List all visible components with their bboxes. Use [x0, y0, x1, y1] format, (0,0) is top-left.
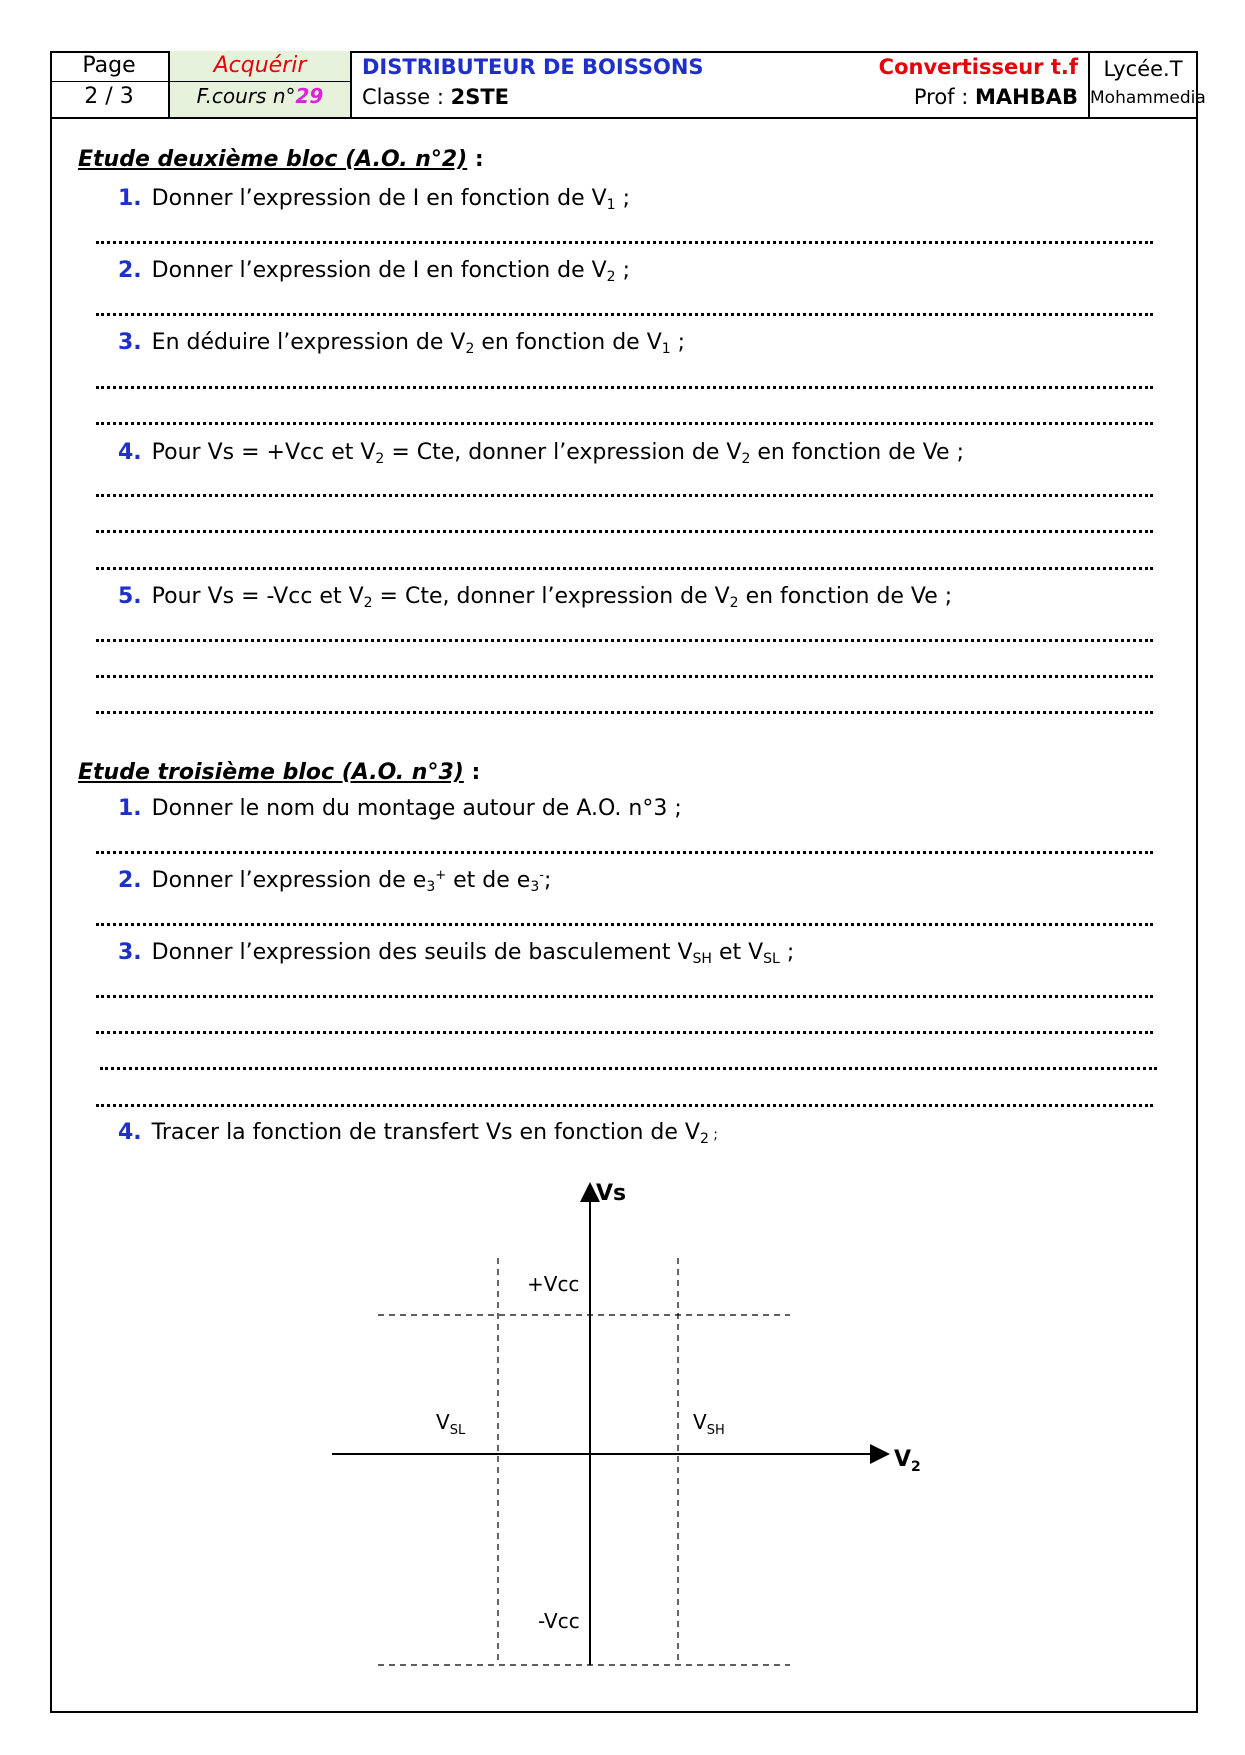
- s3-question-3: 3. Donner l’expression des seuils de basculement $V_{SH}$ et $V_{SL}$ ;: [118, 940, 795, 967]
- s2-question-3: 3. En déduire l’expression de $V_2$ en fonction de $V_1$ ;: [118, 330, 686, 357]
- vcc-plus-label: +Vcc: [527, 1272, 580, 1296]
- answer-line[interactable]: [96, 711, 1153, 714]
- answer-line[interactable]: [96, 923, 1153, 926]
- school-cell: [1090, 51, 1206, 117]
- answer-line[interactable]: [96, 494, 1153, 497]
- answer-line[interactable]: [100, 1067, 1157, 1070]
- fcours-label: F.cours n°29: [196, 84, 324, 108]
- answer-line[interactable]: [96, 241, 1153, 244]
- doc-title: DISTRIBUTEUR DE BOISSONS: [362, 55, 704, 79]
- transfer-function-graph[interactable]: [320, 1180, 980, 1670]
- answer-line[interactable]: [96, 639, 1153, 642]
- answer-line[interactable]: [96, 386, 1153, 389]
- title-cell: [352, 51, 1090, 117]
- answer-line[interactable]: [96, 1104, 1153, 1107]
- section2-title: Etude deuxième bloc (A.O. n°2) :: [78, 147, 484, 172]
- answer-line[interactable]: [96, 422, 1153, 425]
- s2-question-5: 5. Pour Vs = -Vcc et $V_2$ = Cte, donner l’expression de $V_2$ en fonction de Ve ;: [118, 584, 953, 611]
- page-value: 2 / 3: [84, 84, 134, 109]
- section3-title: Etude troisième bloc (A.O. n°3) :: [78, 760, 481, 785]
- vsl-label: $V_{SL}$: [436, 1410, 466, 1438]
- topic-label: Convertisseur t.f: [878, 55, 1078, 79]
- answer-line[interactable]: [96, 313, 1153, 316]
- answer-line[interactable]: [96, 851, 1153, 854]
- s3-question-2: 2. Donner l’expression de $e_3^+$ et de $e_3^-$;: [118, 868, 552, 895]
- s3-question-1: 1. Donner le nom du montage autour de A.O. n°3 ;: [118, 796, 682, 821]
- page-label: Page: [82, 53, 136, 78]
- vcc-minus-label: -Vcc: [538, 1609, 580, 1633]
- answer-line[interactable]: [96, 1031, 1153, 1034]
- answer-line[interactable]: [96, 995, 1153, 998]
- s2-question-2: 2. Donner l’expression de I en fonction de $V_2$ ;: [118, 258, 630, 285]
- answer-line[interactable]: [96, 530, 1153, 533]
- course-cell: [170, 51, 352, 117]
- x-axis-label: $V_2$: [894, 1447, 921, 1475]
- y-axis-label: Vs: [596, 1181, 627, 1206]
- acquerir-label: Acquérir: [213, 53, 307, 78]
- s3-question-4: 4. Tracer la fonction de transfert Vs en fonction de $V_2$ ;: [118, 1120, 719, 1147]
- s2-question-1: 1. Donner l’expression de I en fonction de $V_1$ ;: [118, 186, 630, 213]
- fcours-number: 29: [295, 84, 324, 108]
- s2-question-4: 4. Pour Vs = +Vcc et $V_2$ = Cte, donner l’expression de $V_2$ en fonction de Ve ;: [118, 440, 964, 467]
- school-line1: Lycée.T: [1103, 57, 1183, 81]
- school-line2: Mohammedia: [1090, 88, 1206, 108]
- header-table: [50, 51, 1206, 119]
- answer-line[interactable]: [96, 567, 1153, 570]
- classe-label: Classe : 2STE: [362, 85, 509, 109]
- answer-line[interactable]: [96, 675, 1153, 678]
- vsh-label: $V_{SH}$: [693, 1410, 725, 1438]
- prof-label: Prof : MAHBAB: [913, 85, 1078, 109]
- page-cell: [50, 51, 170, 117]
